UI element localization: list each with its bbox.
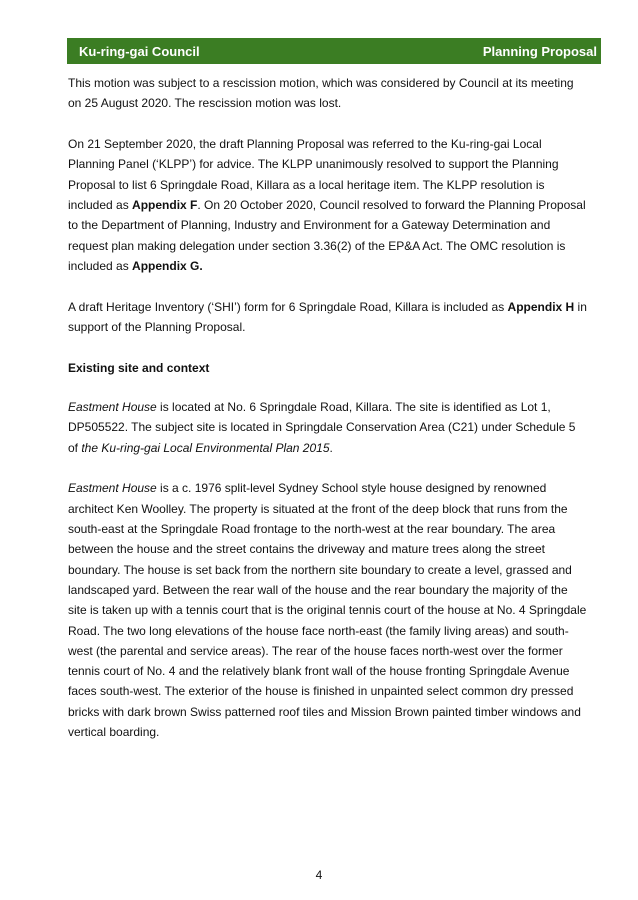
plan-reference: the Ku-ring-gai Local Environmental Plan 2015	[81, 440, 330, 455]
paragraph-heritage-inventory	[68, 297, 588, 338]
paragraph-text: is located at No. 6 Springdale Road, Killara. The site is identified as Lot 1, DP505522. The subject site is located in Springdale Conservation Area (C21) under Schedule 5 of	[68, 400, 576, 455]
header-document-type: Planning Proposal	[482, 43, 597, 59]
document-body	[68, 73, 588, 763]
paragraph-text: in support of the Planning Proposal.	[68, 299, 587, 334]
paragraph-text: On 21 September 2020, the draft Planning Proposal was referred to the Ku-ring-gai Local Planning Panel (‘KLPP’) for advice. The KLPP unanimously resolved to support the Planning Proposal to list 6 Springdale Road, Killara as a local heritage item. The KLPP resolution is included as	[68, 137, 559, 212]
appendix-reference: Appendix G.	[132, 258, 203, 273]
paragraph-house-description	[68, 478, 588, 742]
appendix-reference: Appendix F	[132, 197, 198, 212]
paragraph-site-location	[68, 397, 588, 458]
page-header	[67, 38, 601, 64]
paragraph-text: is a c. 1976 split-level Sydney School style house designed by renowned architect Ken Woolley. The property is situated at the front of the deep block that runs from the south-east at the Springdale Road frontage to the north-west at the rear boundary. The area between the house and the street contains the driveway and mature trees along the street boundary. The house is set back from the northern site boundary to create a level, grassed and landscaped yard. Between the rear wall of the house and the rear boundary the majority of the site is taken up with a tennis court that is the original tennis court of the house at No. 4 Springdale Road. The two long elevations of the house face north-east (the family living areas) and south-west (the parental and service areas). The rear of the house faces north-west over the former tennis court of No. 4 and the relatively blank front wall of the house fronting Springdale Avenue faces south-west. The exterior of the house is finished in unpainted select common dry pressed bricks with dark brown Swiss patterned roof tiles and Mission Brown painted timber windows and vertical boarding.	[68, 481, 587, 740]
house-name: Eastment House	[68, 400, 157, 415]
header-organization: Ku-ring-gai Council	[79, 43, 200, 59]
paragraph-text: .	[329, 440, 333, 455]
appendix-reference: Appendix H	[507, 299, 575, 314]
paragraph-klpp	[68, 134, 588, 276]
paragraph-rescission: This motion was subject to a rescission motion, which was considered by Council at its meeting on 25 August 2020. The rescission motion was lost.	[68, 76, 574, 111]
house-name: Eastment House	[68, 481, 157, 496]
page-number: 4	[315, 868, 323, 882]
paragraph-text: A draft Heritage Inventory (‘SHI’) form for 6 Springdale Road, Killara is included as	[68, 299, 508, 314]
paragraph-text: . On 20 October 2020, Council resolved to forward the Planning Proposal to the Department of Planning, Industry and Environment for a Gateway Determination and request plan making delegation under section 3.36(2) of the EP&A Act. The OMC resolution is included as	[68, 197, 586, 273]
section-heading: Existing site and context	[68, 360, 210, 375]
